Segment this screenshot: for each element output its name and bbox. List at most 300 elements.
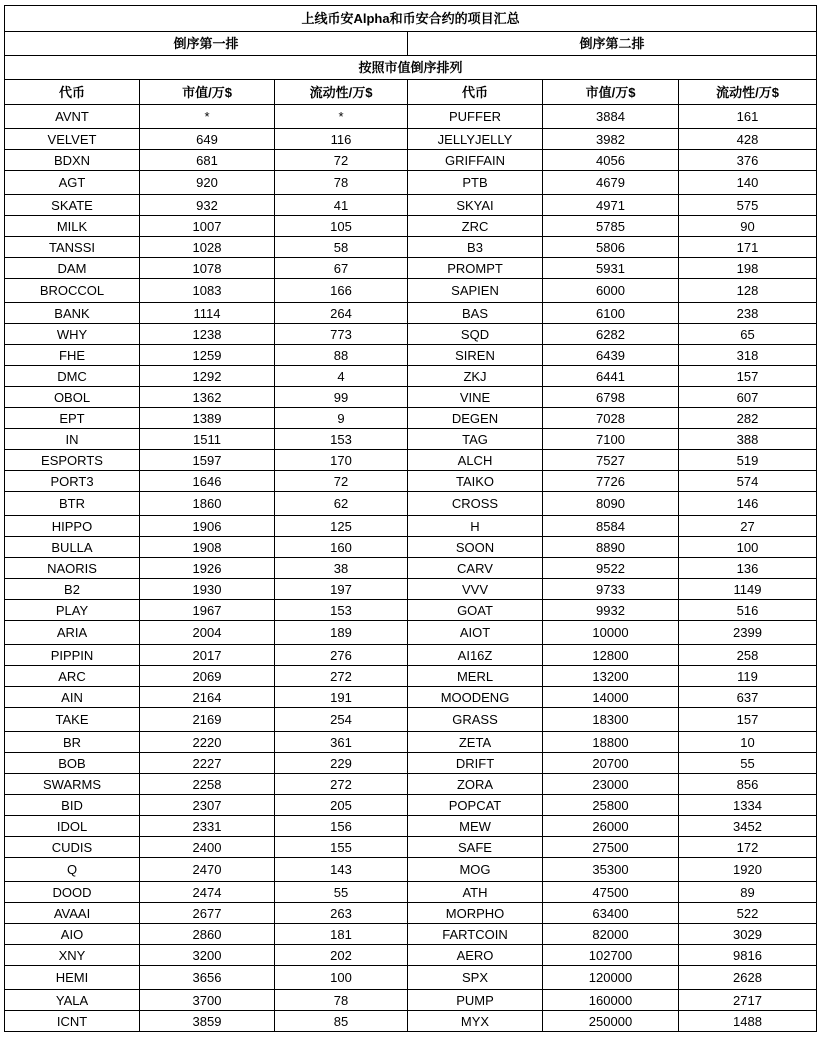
cell-token-left: IN	[5, 429, 140, 450]
cell-token-left: Q	[5, 858, 140, 882]
cell-mcap-left: 3859	[140, 1011, 275, 1032]
cell-token-right: GOAT	[408, 600, 543, 621]
cell-liquidity-right: 388	[679, 429, 817, 450]
table-row	[5, 774, 817, 795]
cell-mcap-left: 2474	[140, 882, 275, 903]
cell-token-left: DMC	[5, 366, 140, 387]
table-row	[5, 666, 817, 687]
cell-liquidity-right: 238	[679, 303, 817, 324]
cell-liquidity-left: 41	[275, 195, 408, 216]
cell-liquidity-right: 89	[679, 882, 817, 903]
cell-liquidity-right: 100	[679, 537, 817, 558]
table-row	[5, 558, 817, 579]
cell-token-right: AIOT	[408, 621, 543, 645]
cell-liquidity-left: 78	[275, 990, 408, 1011]
cell-token-left: IDOL	[5, 816, 140, 837]
cell-mcap-right: 4679	[543, 171, 679, 195]
cell-mcap-right: 18800	[543, 732, 679, 753]
cell-mcap-left: 2227	[140, 753, 275, 774]
cell-mcap-right: 6439	[543, 345, 679, 366]
cell-liquidity-left: 88	[275, 345, 408, 366]
cell-liquidity-right: 1149	[679, 579, 817, 600]
cell-mcap-left: 2331	[140, 816, 275, 837]
cell-mcap-right: 5806	[543, 237, 679, 258]
cell-token-left: FHE	[5, 345, 140, 366]
table-body	[5, 6, 817, 1032]
cell-token-right: ZORA	[408, 774, 543, 795]
cell-token-right: VINE	[408, 387, 543, 408]
cell-mcap-right: 5785	[543, 216, 679, 237]
table-row	[5, 966, 817, 990]
table-row	[5, 387, 817, 408]
table-row	[5, 858, 817, 882]
cell-liquidity-left: 170	[275, 450, 408, 471]
cell-liquidity-left: 116	[275, 129, 408, 150]
cell-liquidity-right: 637	[679, 687, 817, 708]
cell-liquidity-left: 78	[275, 171, 408, 195]
cell-liquidity-right: 516	[679, 600, 817, 621]
sort-note-row	[5, 56, 817, 80]
cell-liquidity-left: 67	[275, 258, 408, 279]
cell-liquidity-left: 153	[275, 429, 408, 450]
section-left: 倒序第一排	[5, 32, 408, 56]
cell-mcap-right: 14000	[543, 687, 679, 708]
table-row	[5, 258, 817, 279]
table-row	[5, 645, 817, 666]
cell-token-right: ZETA	[408, 732, 543, 753]
cell-liquidity-left: 191	[275, 687, 408, 708]
table-row	[5, 1011, 817, 1032]
cell-token-right: PUMP	[408, 990, 543, 1011]
cell-mcap-left: 1007	[140, 216, 275, 237]
cell-liquidity-right: 9816	[679, 945, 817, 966]
cell-mcap-left: 1908	[140, 537, 275, 558]
table-row	[5, 795, 817, 816]
header-liquidity-right: 流动性/万$	[679, 80, 817, 105]
cell-liquidity-right: 1488	[679, 1011, 817, 1032]
cell-token-left: SKATE	[5, 195, 140, 216]
cell-mcap-left: 2220	[140, 732, 275, 753]
cell-mcap-left: 1511	[140, 429, 275, 450]
cell-mcap-right: 7527	[543, 450, 679, 471]
cell-liquidity-left: 85	[275, 1011, 408, 1032]
cell-token-right: FARTCOIN	[408, 924, 543, 945]
cell-token-right: ZKJ	[408, 366, 543, 387]
cell-mcap-right: 6798	[543, 387, 679, 408]
cell-token-left: SWARMS	[5, 774, 140, 795]
cell-liquidity-right: 128	[679, 279, 817, 303]
table-row	[5, 366, 817, 387]
cell-token-right: BAS	[408, 303, 543, 324]
cell-token-left: ARIA	[5, 621, 140, 645]
cell-mcap-left: 1389	[140, 408, 275, 429]
cell-token-left: EPT	[5, 408, 140, 429]
cell-mcap-right: 8090	[543, 492, 679, 516]
cell-token-left: BULLA	[5, 537, 140, 558]
table-row	[5, 924, 817, 945]
cell-mcap-right: 9733	[543, 579, 679, 600]
cell-token-left: BID	[5, 795, 140, 816]
cell-liquidity-left: 155	[275, 837, 408, 858]
cell-liquidity-right: 2717	[679, 990, 817, 1011]
cell-mcap-left: 1597	[140, 450, 275, 471]
cell-liquidity-right: 157	[679, 708, 817, 732]
cell-token-right: MEW	[408, 816, 543, 837]
table-row	[5, 345, 817, 366]
table-row	[5, 150, 817, 171]
cell-liquidity-right: 2399	[679, 621, 817, 645]
table-row	[5, 600, 817, 621]
cell-liquidity-left: 9	[275, 408, 408, 429]
cell-mcap-right: 9522	[543, 558, 679, 579]
cell-token-left: BOB	[5, 753, 140, 774]
cell-token-right: MYX	[408, 1011, 543, 1032]
cell-token-left: AGT	[5, 171, 140, 195]
cell-token-right: POPCAT	[408, 795, 543, 816]
cell-liquidity-left: 254	[275, 708, 408, 732]
cell-token-right: SAPIEN	[408, 279, 543, 303]
cell-mcap-left: 1967	[140, 600, 275, 621]
cell-liquidity-left: 202	[275, 945, 408, 966]
cell-token-right: SIREN	[408, 345, 543, 366]
cell-token-right: DRIFT	[408, 753, 543, 774]
cell-mcap-right: 47500	[543, 882, 679, 903]
cell-mcap-right: 7100	[543, 429, 679, 450]
section-row	[5, 32, 817, 56]
cell-liquidity-right: 519	[679, 450, 817, 471]
cell-mcap-right: 18300	[543, 708, 679, 732]
cell-liquidity-right: 171	[679, 237, 817, 258]
cell-mcap-left: 1860	[140, 492, 275, 516]
header-mcap-left: 市值/万$	[140, 80, 275, 105]
cell-mcap-left: 1646	[140, 471, 275, 492]
cell-mcap-left: 2677	[140, 903, 275, 924]
table-row	[5, 732, 817, 753]
cell-liquidity-left: 156	[275, 816, 408, 837]
cell-token-right: AI16Z	[408, 645, 543, 666]
cell-token-right: MERL	[408, 666, 543, 687]
table-row	[5, 903, 817, 924]
cell-liquidity-left: 38	[275, 558, 408, 579]
cell-mcap-right: 9932	[543, 600, 679, 621]
cell-mcap-right: 25800	[543, 795, 679, 816]
cell-token-left: AIN	[5, 687, 140, 708]
cell-liquidity-left: 272	[275, 774, 408, 795]
cell-mcap-left: 1906	[140, 516, 275, 537]
cell-mcap-left: 2400	[140, 837, 275, 858]
table-row	[5, 429, 817, 450]
cell-liquidity-right: 3029	[679, 924, 817, 945]
cell-mcap-right: 13200	[543, 666, 679, 687]
cell-liquidity-right: 856	[679, 774, 817, 795]
cell-token-right: SPX	[408, 966, 543, 990]
cell-token-left: B2	[5, 579, 140, 600]
table-row	[5, 303, 817, 324]
cell-mcap-left: 1114	[140, 303, 275, 324]
cell-liquidity-left: 55	[275, 882, 408, 903]
cell-token-left: NAORIS	[5, 558, 140, 579]
cell-token-left: BROCCOL	[5, 279, 140, 303]
header-liquidity-left: 流动性/万$	[275, 80, 408, 105]
cell-liquidity-right: 376	[679, 150, 817, 171]
cell-mcap-left: 1028	[140, 237, 275, 258]
cell-mcap-left: 1259	[140, 345, 275, 366]
cell-token-right: H	[408, 516, 543, 537]
cell-liquidity-left: 160	[275, 537, 408, 558]
header-mcap-right: 市值/万$	[543, 80, 679, 105]
cell-token-left: YALA	[5, 990, 140, 1011]
cell-token-right: DEGEN	[408, 408, 543, 429]
table-row	[5, 471, 817, 492]
cell-mcap-left: 2017	[140, 645, 275, 666]
cell-token-right: SAFE	[408, 837, 543, 858]
cell-token-left: ICNT	[5, 1011, 140, 1032]
cell-token-left: HIPPO	[5, 516, 140, 537]
cell-liquidity-right: 1920	[679, 858, 817, 882]
cell-mcap-right: 3884	[543, 105, 679, 129]
cell-liquidity-left: 58	[275, 237, 408, 258]
sort-note: 按照市值倒序排列	[5, 56, 817, 80]
cell-liquidity-right: 90	[679, 216, 817, 237]
cell-mcap-right: 102700	[543, 945, 679, 966]
cell-liquidity-left: 272	[275, 666, 408, 687]
cell-token-right: PROMPT	[408, 258, 543, 279]
cell-mcap-left: 2258	[140, 774, 275, 795]
cell-mcap-right: 6000	[543, 279, 679, 303]
cell-liquidity-right: 282	[679, 408, 817, 429]
cell-token-left: ESPORTS	[5, 450, 140, 471]
cell-token-right: MOODENG	[408, 687, 543, 708]
cell-liquidity-right: 136	[679, 558, 817, 579]
cell-token-right: ALCH	[408, 450, 543, 471]
table-row	[5, 216, 817, 237]
table-row	[5, 882, 817, 903]
cell-mcap-left: 1930	[140, 579, 275, 600]
cell-mcap-left: 1292	[140, 366, 275, 387]
cell-liquidity-left: 125	[275, 516, 408, 537]
table-row	[5, 837, 817, 858]
cell-token-left: AIO	[5, 924, 140, 945]
table-row	[5, 195, 817, 216]
cell-mcap-left: 2860	[140, 924, 275, 945]
cell-token-right: CARV	[408, 558, 543, 579]
cell-liquidity-right: 119	[679, 666, 817, 687]
table-row	[5, 687, 817, 708]
table-row	[5, 450, 817, 471]
cell-liquidity-right: 607	[679, 387, 817, 408]
cell-liquidity-left: 229	[275, 753, 408, 774]
cell-liquidity-left: 100	[275, 966, 408, 990]
cell-liquidity-right: 140	[679, 171, 817, 195]
cell-token-right: MORPHO	[408, 903, 543, 924]
header-token-right: 代币	[408, 80, 543, 105]
cell-token-right: AERO	[408, 945, 543, 966]
cell-mcap-left: 1083	[140, 279, 275, 303]
cell-token-left: WHY	[5, 324, 140, 345]
table-row	[5, 945, 817, 966]
cell-liquidity-left: 166	[275, 279, 408, 303]
cell-mcap-right: 8890	[543, 537, 679, 558]
cell-liquidity-right: 27	[679, 516, 817, 537]
cell-liquidity-left: 72	[275, 150, 408, 171]
cell-mcap-left: 2169	[140, 708, 275, 732]
cell-token-left: AVAAI	[5, 903, 140, 924]
cell-mcap-right: 160000	[543, 990, 679, 1011]
cell-liquidity-right: 172	[679, 837, 817, 858]
cell-token-left: VELVET	[5, 129, 140, 150]
table-title: 上线币安Alpha和币安合约的项目汇总	[5, 6, 817, 32]
cell-token-right: ZRC	[408, 216, 543, 237]
cell-token-left: BANK	[5, 303, 140, 324]
cell-token-left: MILK	[5, 216, 140, 237]
table-row	[5, 279, 817, 303]
cell-token-right: ATH	[408, 882, 543, 903]
cell-liquidity-left: 72	[275, 471, 408, 492]
cell-liquidity-right: 161	[679, 105, 817, 129]
cell-mcap-right: 7726	[543, 471, 679, 492]
cell-token-right: TAG	[408, 429, 543, 450]
cell-token-right: VVV	[408, 579, 543, 600]
cell-mcap-right: 20700	[543, 753, 679, 774]
cell-liquidity-left: 205	[275, 795, 408, 816]
cell-mcap-right: 4056	[543, 150, 679, 171]
table-row	[5, 990, 817, 1011]
cell-token-left: TANSSI	[5, 237, 140, 258]
cell-mcap-right: 10000	[543, 621, 679, 645]
cell-liquidity-left: 105	[275, 216, 408, 237]
cell-mcap-right: 23000	[543, 774, 679, 795]
cell-mcap-left: 681	[140, 150, 275, 171]
cell-token-left: HEMI	[5, 966, 140, 990]
cell-token-left: TAKE	[5, 708, 140, 732]
cell-liquidity-left: 99	[275, 387, 408, 408]
cell-liquidity-left: 264	[275, 303, 408, 324]
cell-liquidity-left: 773	[275, 324, 408, 345]
table-row	[5, 171, 817, 195]
table-row	[5, 537, 817, 558]
cell-token-left: PLAY	[5, 600, 140, 621]
header-token-left: 代币	[5, 80, 140, 105]
cell-liquidity-left: 197	[275, 579, 408, 600]
cell-token-right: SOON	[408, 537, 543, 558]
cell-mcap-right: 27500	[543, 837, 679, 858]
cell-mcap-right: 5931	[543, 258, 679, 279]
cell-mcap-right: 12800	[543, 645, 679, 666]
cell-liquidity-left: 4	[275, 366, 408, 387]
cell-mcap-right: 120000	[543, 966, 679, 990]
cell-liquidity-right: 575	[679, 195, 817, 216]
cell-mcap-left: 1362	[140, 387, 275, 408]
cell-token-right: B3	[408, 237, 543, 258]
cell-liquidity-left: 62	[275, 492, 408, 516]
table-row	[5, 516, 817, 537]
cell-token-right: PTB	[408, 171, 543, 195]
header-row	[5, 80, 817, 105]
cell-liquidity-left: 181	[275, 924, 408, 945]
cell-mcap-left: 3200	[140, 945, 275, 966]
cell-liquidity-right: 3452	[679, 816, 817, 837]
summary-table	[4, 5, 817, 1032]
cell-mcap-left: 932	[140, 195, 275, 216]
cell-token-left: DOOD	[5, 882, 140, 903]
cell-token-left: CUDIS	[5, 837, 140, 858]
cell-mcap-right: 3982	[543, 129, 679, 150]
table-row	[5, 579, 817, 600]
table-row	[5, 816, 817, 837]
cell-token-left: PIPPIN	[5, 645, 140, 666]
cell-liquidity-left: 263	[275, 903, 408, 924]
cell-mcap-left: 3656	[140, 966, 275, 990]
table-row	[5, 708, 817, 732]
cell-liquidity-right: 55	[679, 753, 817, 774]
cell-mcap-right: 250000	[543, 1011, 679, 1032]
cell-mcap-right: 4971	[543, 195, 679, 216]
cell-token-right: SQD	[408, 324, 543, 345]
cell-mcap-right: 7028	[543, 408, 679, 429]
cell-liquidity-right: 65	[679, 324, 817, 345]
cell-mcap-right: 63400	[543, 903, 679, 924]
cell-liquidity-right: 574	[679, 471, 817, 492]
cell-liquidity-right: 428	[679, 129, 817, 150]
cell-liquidity-left: 143	[275, 858, 408, 882]
cell-liquidity-right: 157	[679, 366, 817, 387]
table-row	[5, 492, 817, 516]
cell-token-right: PUFFER	[408, 105, 543, 129]
cell-token-left: PORT3	[5, 471, 140, 492]
cell-liquidity-left: *	[275, 105, 408, 129]
cell-mcap-right: 8584	[543, 516, 679, 537]
cell-mcap-right: 82000	[543, 924, 679, 945]
cell-mcap-left: *	[140, 105, 275, 129]
cell-liquidity-right: 318	[679, 345, 817, 366]
cell-liquidity-right: 146	[679, 492, 817, 516]
cell-liquidity-left: 276	[275, 645, 408, 666]
section-right: 倒序第二排	[408, 32, 817, 56]
cell-token-right: GRASS	[408, 708, 543, 732]
cell-mcap-left: 2470	[140, 858, 275, 882]
table-row	[5, 324, 817, 345]
cell-token-left: OBOL	[5, 387, 140, 408]
cell-mcap-right: 6100	[543, 303, 679, 324]
cell-mcap-left: 1078	[140, 258, 275, 279]
cell-token-left: BTR	[5, 492, 140, 516]
table-row	[5, 621, 817, 645]
cell-mcap-right: 6441	[543, 366, 679, 387]
cell-token-left: BDXN	[5, 150, 140, 171]
cell-liquidity-right: 2628	[679, 966, 817, 990]
cell-mcap-left: 1926	[140, 558, 275, 579]
cell-mcap-left: 1238	[140, 324, 275, 345]
cell-token-right: GRIFFAIN	[408, 150, 543, 171]
cell-token-right: SKYAI	[408, 195, 543, 216]
cell-mcap-right: 26000	[543, 816, 679, 837]
cell-mcap-left: 2004	[140, 621, 275, 645]
cell-mcap-left: 2164	[140, 687, 275, 708]
cell-token-left: DAM	[5, 258, 140, 279]
cell-mcap-left: 649	[140, 129, 275, 150]
cell-mcap-right: 6282	[543, 324, 679, 345]
cell-liquidity-right: 198	[679, 258, 817, 279]
cell-mcap-left: 920	[140, 171, 275, 195]
cell-token-right: CROSS	[408, 492, 543, 516]
cell-liquidity-left: 361	[275, 732, 408, 753]
cell-mcap-right: 35300	[543, 858, 679, 882]
cell-liquidity-left: 153	[275, 600, 408, 621]
table-row	[5, 105, 817, 129]
cell-liquidity-left: 189	[275, 621, 408, 645]
cell-liquidity-right: 258	[679, 645, 817, 666]
cell-token-right: JELLYJELLY	[408, 129, 543, 150]
